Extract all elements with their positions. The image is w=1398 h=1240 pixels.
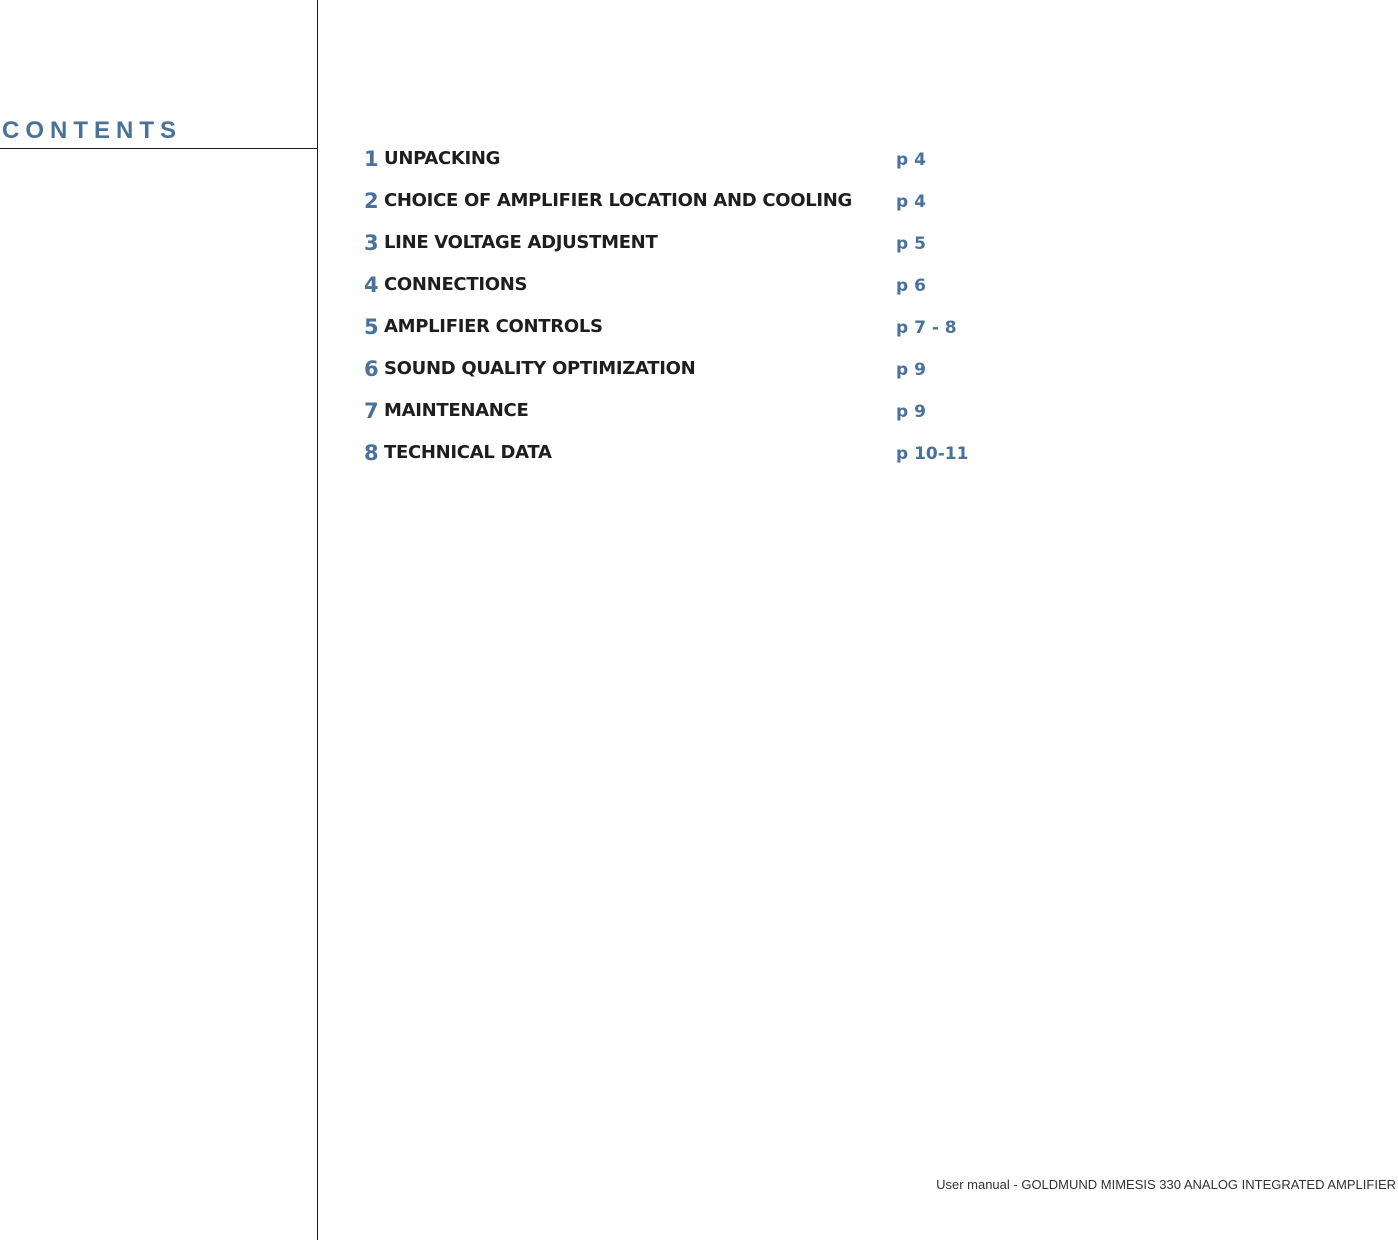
toc-entry[interactable] (364, 354, 1064, 396)
toc-entry[interactable] (364, 396, 1064, 438)
toc-entry-title: CHOICE OF AMPLIFIER LOCATION AND COOLING (384, 190, 853, 211)
toc-entry-number: 5 (364, 315, 379, 339)
page-footer: User manual - GOLDMUND MIMESIS 330 ANALOG INTEGRATED AMPLIFIER (936, 1177, 1396, 1192)
page-title: CONTENTS (2, 117, 182, 144)
toc-entry-number: 8 (364, 441, 379, 465)
toc-entry-title: CONNECTIONS (384, 274, 528, 295)
toc-entry-title: TECHNICAL DATA (384, 442, 552, 463)
toc-entry[interactable] (364, 438, 1064, 480)
toc-entry-number: 6 (364, 357, 379, 381)
toc-entry-number: 3 (364, 231, 379, 255)
toc-entry[interactable] (364, 144, 1064, 186)
toc-entry-page: p 7 - 8 (896, 318, 957, 338)
vertical-divider (317, 0, 318, 1240)
toc-entry-page: p 9 (896, 402, 926, 422)
toc-entry-number: 7 (364, 399, 379, 423)
toc-entry-title: LINE VOLTAGE ADJUSTMENT (384, 232, 658, 253)
toc-entry[interactable] (364, 228, 1064, 270)
toc-entry-title: MAINTENANCE (384, 400, 529, 421)
toc-entry-page: p 6 (896, 276, 926, 296)
toc-entry[interactable] (364, 270, 1064, 312)
toc-entry-page: p 5 (896, 234, 926, 254)
toc-entry-number: 1 (364, 147, 379, 171)
toc-entry-title: SOUND QUALITY OPTIMIZATION (384, 358, 696, 379)
toc-entry[interactable] (364, 186, 1064, 228)
table-of-contents (364, 144, 1064, 480)
toc-entry[interactable] (364, 312, 1064, 354)
toc-entry-title: AMPLIFIER CONTROLS (384, 316, 603, 337)
toc-entry-number: 2 (364, 189, 379, 213)
toc-entry-title: UNPACKING (384, 148, 501, 169)
heading-underline (0, 148, 317, 149)
toc-entry-page: p 9 (896, 360, 926, 380)
toc-entry-page: p 4 (896, 192, 926, 212)
toc-entry-page: p 4 (896, 150, 926, 170)
toc-entry-number: 4 (364, 273, 379, 297)
toc-entry-page: p 10-11 (896, 444, 969, 464)
